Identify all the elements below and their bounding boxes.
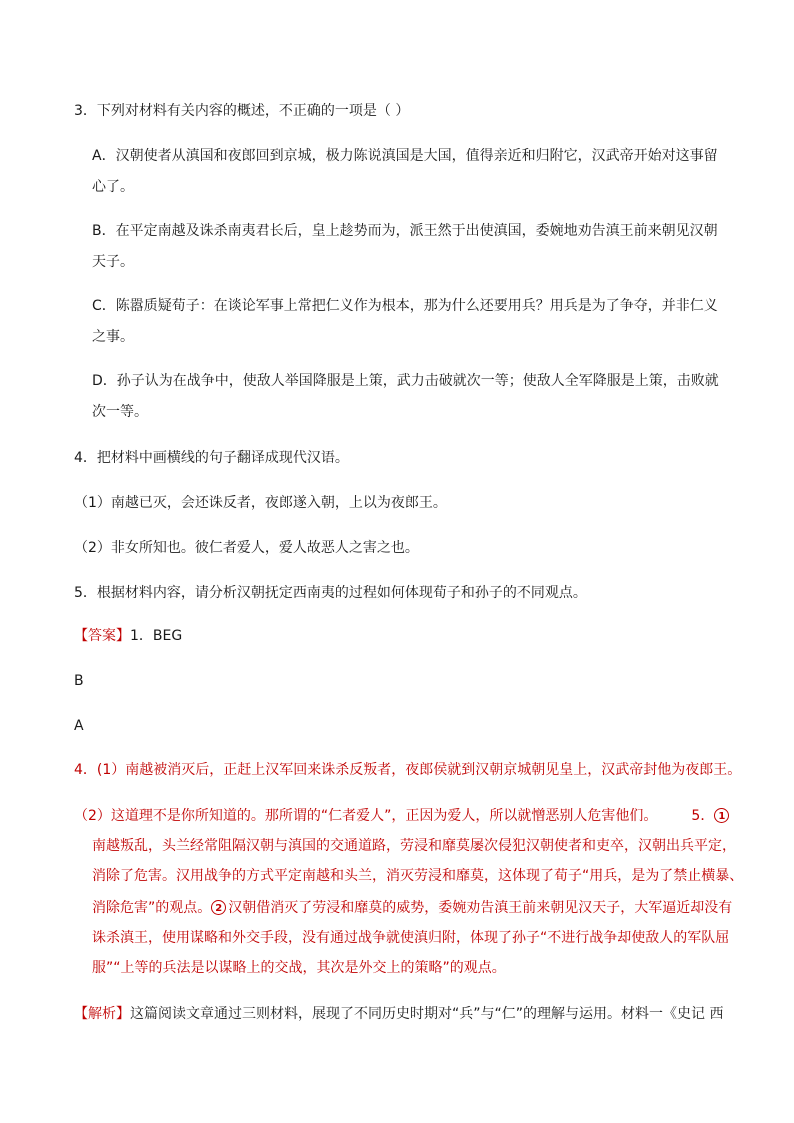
answer-5-line-6: 服”“上等的兵法是以谋略上的交战，其次是外交上的策略”的观点。	[92, 960, 506, 976]
answer-4-part-2: （2）这道理不是你所知道的。那所谓的“仁者爱人”，正因为爱人，所以就憎恶别人危害他们。	[74, 808, 658, 824]
question-4-stem: 4．把材料中画横线的句子翻译成现代汉语。	[74, 450, 349, 466]
q3-option-a-line2: 心了。	[92, 179, 134, 195]
circled-number-2: 2	[211, 900, 226, 915]
answer-4-part-1: 4．(1）南越被消灭后，正赶上汉军回来诛杀反叛者，夜郎侯就到汉朝京城朝见皇上，汉武帝封他为夜郎王。	[74, 762, 742, 778]
q3-option-d-line1: D．孙子认为在战争中，使敌人举国降服是上策，武力击破就次一等；使敌人全军降服是上策，击败就	[92, 373, 719, 389]
answer-5-line-3: 消除了危害。汉用战争的方式平定南越和头兰，消灭劳浸和靡莫，这体现了荀子“用兵，是为了禁止横暴、	[92, 868, 744, 884]
answer-tag: 【答案】	[74, 628, 130, 644]
answer-5-line-2: 南越叛乱，头兰经常阻隔汉朝与滇国的交通道路，劳浸和靡莫屡次侵犯汉朝使者和吏卒，汉朝出兵平定，	[92, 838, 736, 854]
q3-option-c-line1: C．陈嚣质疑荀子：在谈论军事上常把仁义作为根本，那为什么还要用兵？用兵是为了争夺，并非仁义	[92, 298, 718, 314]
answer-3: A	[74, 718, 84, 734]
question-5-stem: 5．根据材料内容，请分析汉朝抚定西南夷的过程如何体现荀子和孙子的不同观点。	[74, 585, 587, 601]
analysis-tag: 【解析】	[74, 1006, 130, 1022]
q3-option-a-line1: A．汉朝使者从滇国和夜郎回到京城，极力陈说滇国是大国，值得亲近和归附它，汉武帝开始对这事留	[92, 148, 718, 164]
answer-5-line-4-head: 消除危害”的观点。	[92, 900, 212, 916]
question-3-stem: 3．下列对材料有关内容的概述，不正确的一项是（ ）	[74, 103, 410, 119]
answer-5-line-4	[92, 898, 732, 918]
answer-5-line-5: 诛杀滇王，使用谋略和外交手段，没有通过战争就使滇归附，体现了孙子“不进行战争却使敌人的军队屈	[92, 930, 730, 946]
answer-5-line-4-tail: 汉朝借消灭了劳浸和靡莫的威势，委婉劝告滇王前来朝见汉天子，大军逼近却没有	[228, 900, 733, 916]
q3-option-d-line2: 次一等。	[92, 404, 148, 420]
answer-1: 1．BEG	[130, 628, 183, 644]
answer-line-1	[74, 626, 182, 646]
q4-item-1: （1）南越已灭，会还诛反者，夜郎遂入朝，上以为夜郎王。	[74, 495, 447, 511]
q3-option-b-line2: 天子。	[92, 254, 134, 270]
answer-4-part-2-and-5-start	[74, 806, 731, 826]
q3-option-b-line1: B．在平定南越及诛杀南夷君长后，皇上趁势而为，派王然于出使滇国，委婉地劝告滇王前来朝见汉朝	[92, 223, 718, 239]
analysis-text: 这篇阅读文章通过三则材料，展现了不同历史时期对“兵”与“仁”的理解与运用。材料一《史记 西	[130, 1006, 724, 1022]
circled-number-1: 1	[714, 808, 729, 823]
q3-option-c-line2: 之事。	[92, 329, 134, 345]
q4-item-2: （2）非女所知也。彼仁者爱人，爱人故恶人之害之也。	[74, 540, 419, 556]
answer-2: B	[74, 673, 84, 689]
analysis-line	[74, 1004, 723, 1024]
answer-5-number: 5．	[691, 808, 715, 824]
